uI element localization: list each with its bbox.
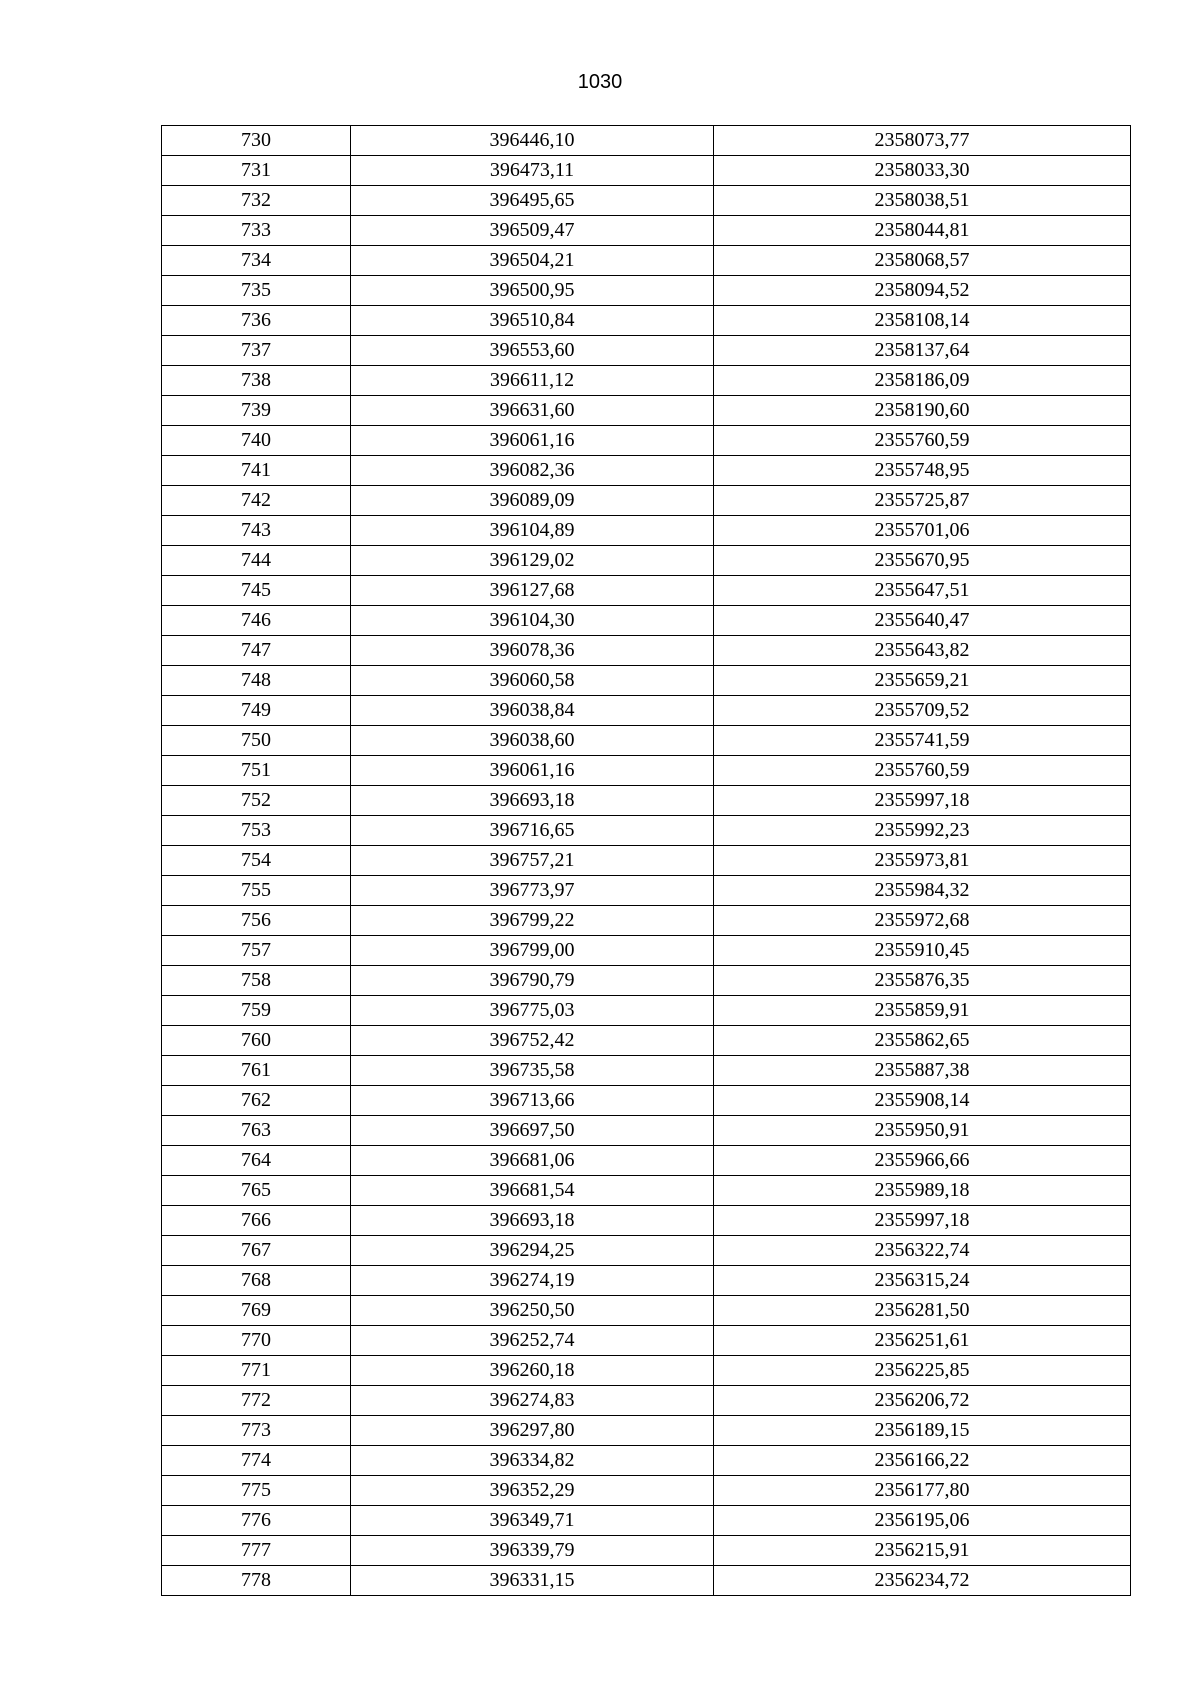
x-coordinate-cell: 396713,66	[351, 1086, 714, 1116]
table-row	[162, 546, 1131, 576]
y-coordinate-cell: 2355966,66	[714, 1146, 1131, 1176]
x-coordinate-cell: 396790,79	[351, 966, 714, 996]
table-row	[162, 1506, 1131, 1536]
point-number-cell: 768	[162, 1266, 351, 1296]
table-row	[162, 1236, 1131, 1266]
x-coordinate-cell: 396274,83	[351, 1386, 714, 1416]
table-row	[162, 1446, 1131, 1476]
table-row	[162, 306, 1131, 336]
y-coordinate-cell: 2356206,72	[714, 1386, 1131, 1416]
y-coordinate-cell: 2356166,22	[714, 1446, 1131, 1476]
table-row	[162, 1146, 1131, 1176]
x-coordinate-cell: 396495,65	[351, 186, 714, 216]
y-coordinate-cell: 2356234,72	[714, 1566, 1131, 1596]
table-row	[162, 1356, 1131, 1386]
table-row	[162, 696, 1131, 726]
x-coordinate-cell: 396693,18	[351, 786, 714, 816]
table-row	[162, 336, 1131, 366]
x-coordinate-cell: 396509,47	[351, 216, 714, 246]
table-row	[162, 816, 1131, 846]
x-coordinate-cell: 396773,97	[351, 876, 714, 906]
point-number-cell: 775	[162, 1476, 351, 1506]
table-row	[162, 846, 1131, 876]
y-coordinate-cell: 2355709,52	[714, 696, 1131, 726]
table-row	[162, 756, 1131, 786]
x-coordinate-cell: 396757,21	[351, 846, 714, 876]
point-number-cell: 753	[162, 816, 351, 846]
x-coordinate-cell: 396104,89	[351, 516, 714, 546]
y-coordinate-cell: 2356177,80	[714, 1476, 1131, 1506]
table-row	[162, 876, 1131, 906]
table-row	[162, 1116, 1131, 1146]
y-coordinate-cell: 2355643,82	[714, 636, 1131, 666]
table-row	[162, 666, 1131, 696]
point-number-cell: 766	[162, 1206, 351, 1236]
y-coordinate-cell: 2356281,50	[714, 1296, 1131, 1326]
x-coordinate-cell: 396274,19	[351, 1266, 714, 1296]
x-coordinate-cell: 396331,15	[351, 1566, 714, 1596]
point-number-cell: 741	[162, 456, 351, 486]
x-coordinate-cell: 396697,50	[351, 1116, 714, 1146]
y-coordinate-cell: 2355997,18	[714, 786, 1131, 816]
table-row	[162, 726, 1131, 756]
point-number-cell: 752	[162, 786, 351, 816]
y-coordinate-cell: 2356215,91	[714, 1536, 1131, 1566]
x-coordinate-cell: 396752,42	[351, 1026, 714, 1056]
table-row	[162, 1266, 1131, 1296]
y-coordinate-cell: 2355640,47	[714, 606, 1131, 636]
y-coordinate-cell: 2355760,59	[714, 756, 1131, 786]
y-coordinate-cell: 2358186,09	[714, 366, 1131, 396]
y-coordinate-cell: 2355748,95	[714, 456, 1131, 486]
point-number-cell: 764	[162, 1146, 351, 1176]
y-coordinate-cell: 2358137,64	[714, 336, 1131, 366]
y-coordinate-cell: 2358068,57	[714, 246, 1131, 276]
table-row	[162, 1026, 1131, 1056]
table-row	[162, 1416, 1131, 1446]
table-row	[162, 1476, 1131, 1506]
point-number-cell: 755	[162, 876, 351, 906]
table-row	[162, 1176, 1131, 1206]
point-number-cell: 776	[162, 1506, 351, 1536]
point-number-cell: 759	[162, 996, 351, 1026]
y-coordinate-cell: 2358190,60	[714, 396, 1131, 426]
point-number-cell: 747	[162, 636, 351, 666]
point-number-cell: 762	[162, 1086, 351, 1116]
y-coordinate-cell: 2356195,06	[714, 1506, 1131, 1536]
table-row	[162, 486, 1131, 516]
point-number-cell: 758	[162, 966, 351, 996]
y-coordinate-cell: 2356315,24	[714, 1266, 1131, 1296]
point-number-cell: 757	[162, 936, 351, 966]
coordinates-table	[161, 125, 1131, 1596]
point-number-cell: 731	[162, 156, 351, 186]
y-coordinate-cell: 2355910,45	[714, 936, 1131, 966]
table-row	[162, 636, 1131, 666]
table-row	[162, 1206, 1131, 1236]
x-coordinate-cell: 396681,06	[351, 1146, 714, 1176]
table-row	[162, 906, 1131, 936]
y-coordinate-cell: 2355950,91	[714, 1116, 1131, 1146]
point-number-cell: 756	[162, 906, 351, 936]
point-number-cell: 743	[162, 516, 351, 546]
x-coordinate-cell: 396250,50	[351, 1296, 714, 1326]
table-row	[162, 786, 1131, 816]
x-coordinate-cell: 396129,02	[351, 546, 714, 576]
table-row	[162, 456, 1131, 486]
x-coordinate-cell: 396252,74	[351, 1326, 714, 1356]
table-row	[162, 576, 1131, 606]
y-coordinate-cell: 2355862,65	[714, 1026, 1131, 1056]
table-row	[162, 1296, 1131, 1326]
table-row	[162, 126, 1131, 156]
x-coordinate-cell: 396693,18	[351, 1206, 714, 1236]
point-number-cell: 733	[162, 216, 351, 246]
y-coordinate-cell: 2355887,38	[714, 1056, 1131, 1086]
y-coordinate-cell: 2355908,14	[714, 1086, 1131, 1116]
table-row	[162, 1086, 1131, 1116]
point-number-cell: 761	[162, 1056, 351, 1086]
x-coordinate-cell: 396500,95	[351, 276, 714, 306]
y-coordinate-cell: 2355741,59	[714, 726, 1131, 756]
x-coordinate-cell: 396339,79	[351, 1536, 714, 1566]
page-number: 1030	[577, 71, 623, 93]
point-number-cell: 746	[162, 606, 351, 636]
table-row	[162, 1326, 1131, 1356]
x-coordinate-cell: 396038,84	[351, 696, 714, 726]
point-number-cell: 735	[162, 276, 351, 306]
y-coordinate-cell: 2358108,14	[714, 306, 1131, 336]
x-coordinate-cell: 396104,30	[351, 606, 714, 636]
y-coordinate-cell: 2358073,77	[714, 126, 1131, 156]
point-number-cell: 754	[162, 846, 351, 876]
y-coordinate-cell: 2355992,23	[714, 816, 1131, 846]
y-coordinate-cell: 2358038,51	[714, 186, 1131, 216]
y-coordinate-cell: 2355725,87	[714, 486, 1131, 516]
y-coordinate-cell: 2355760,59	[714, 426, 1131, 456]
point-number-cell: 751	[162, 756, 351, 786]
point-number-cell: 734	[162, 246, 351, 276]
x-coordinate-cell: 396127,68	[351, 576, 714, 606]
y-coordinate-cell: 2356189,15	[714, 1416, 1131, 1446]
x-coordinate-cell: 396553,60	[351, 336, 714, 366]
table-row	[162, 966, 1131, 996]
x-coordinate-cell: 396510,84	[351, 306, 714, 336]
x-coordinate-cell: 396446,10	[351, 126, 714, 156]
x-coordinate-cell: 396061,16	[351, 756, 714, 786]
x-coordinate-cell: 396352,29	[351, 1476, 714, 1506]
y-coordinate-cell: 2358033,30	[714, 156, 1131, 186]
x-coordinate-cell: 396799,22	[351, 906, 714, 936]
y-coordinate-cell: 2356322,74	[714, 1236, 1131, 1266]
point-number-cell: 760	[162, 1026, 351, 1056]
x-coordinate-cell: 396294,25	[351, 1236, 714, 1266]
point-number-cell: 745	[162, 576, 351, 606]
table-row	[162, 936, 1131, 966]
point-number-cell: 778	[162, 1566, 351, 1596]
y-coordinate-cell: 2355701,06	[714, 516, 1131, 546]
x-coordinate-cell: 396334,82	[351, 1446, 714, 1476]
y-coordinate-cell: 2356251,61	[714, 1326, 1131, 1356]
table-row	[162, 396, 1131, 426]
x-coordinate-cell: 396775,03	[351, 996, 714, 1026]
table-row	[162, 216, 1131, 246]
x-coordinate-cell: 396038,60	[351, 726, 714, 756]
y-coordinate-cell: 2355973,81	[714, 846, 1131, 876]
point-number-cell: 749	[162, 696, 351, 726]
point-number-cell: 732	[162, 186, 351, 216]
x-coordinate-cell: 396716,65	[351, 816, 714, 846]
point-number-cell: 770	[162, 1326, 351, 1356]
point-number-cell: 748	[162, 666, 351, 696]
point-number-cell: 738	[162, 366, 351, 396]
table-row	[162, 606, 1131, 636]
x-coordinate-cell: 396260,18	[351, 1356, 714, 1386]
point-number-cell: 777	[162, 1536, 351, 1566]
table-row	[162, 426, 1131, 456]
table-row	[162, 516, 1131, 546]
table-row	[162, 186, 1131, 216]
table-row	[162, 246, 1131, 276]
table-row	[162, 1566, 1131, 1596]
x-coordinate-cell: 396611,12	[351, 366, 714, 396]
x-coordinate-cell: 396504,21	[351, 246, 714, 276]
y-coordinate-cell: 2355647,51	[714, 576, 1131, 606]
table-row	[162, 156, 1131, 186]
y-coordinate-cell: 2358044,81	[714, 216, 1131, 246]
point-number-cell: 774	[162, 1446, 351, 1476]
x-coordinate-cell: 396799,00	[351, 936, 714, 966]
y-coordinate-cell: 2355989,18	[714, 1176, 1131, 1206]
table-row	[162, 366, 1131, 396]
point-number-cell: 771	[162, 1356, 351, 1386]
y-coordinate-cell: 2355659,21	[714, 666, 1131, 696]
y-coordinate-cell: 2355859,91	[714, 996, 1131, 1026]
y-coordinate-cell: 2355997,18	[714, 1206, 1131, 1236]
point-number-cell: 736	[162, 306, 351, 336]
point-number-cell: 773	[162, 1416, 351, 1446]
point-number-cell: 765	[162, 1176, 351, 1206]
x-coordinate-cell: 396473,11	[351, 156, 714, 186]
x-coordinate-cell: 396078,36	[351, 636, 714, 666]
table-row	[162, 996, 1131, 1026]
point-number-cell: 769	[162, 1296, 351, 1326]
table-row	[162, 276, 1131, 306]
x-coordinate-cell: 396082,36	[351, 456, 714, 486]
point-number-cell: 744	[162, 546, 351, 576]
y-coordinate-cell: 2355670,95	[714, 546, 1131, 576]
x-coordinate-cell: 396631,60	[351, 396, 714, 426]
point-number-cell: 772	[162, 1386, 351, 1416]
point-number-cell: 739	[162, 396, 351, 426]
x-coordinate-cell: 396349,71	[351, 1506, 714, 1536]
x-coordinate-cell: 396735,58	[351, 1056, 714, 1086]
point-number-cell: 750	[162, 726, 351, 756]
point-number-cell: 742	[162, 486, 351, 516]
point-number-cell: 737	[162, 336, 351, 366]
y-coordinate-cell: 2355876,35	[714, 966, 1131, 996]
x-coordinate-cell: 396681,54	[351, 1176, 714, 1206]
x-coordinate-cell: 396061,16	[351, 426, 714, 456]
point-number-cell: 763	[162, 1116, 351, 1146]
table-row	[162, 1536, 1131, 1566]
table-row	[162, 1386, 1131, 1416]
point-number-cell: 730	[162, 126, 351, 156]
point-number-cell: 767	[162, 1236, 351, 1266]
point-number-cell: 740	[162, 426, 351, 456]
table-row	[162, 1056, 1131, 1086]
y-coordinate-cell: 2355984,32	[714, 876, 1131, 906]
y-coordinate-cell: 2358094,52	[714, 276, 1131, 306]
x-coordinate-cell: 396089,09	[351, 486, 714, 516]
x-coordinate-cell: 396060,58	[351, 666, 714, 696]
coordinates-table-body	[162, 126, 1131, 1596]
x-coordinate-cell: 396297,80	[351, 1416, 714, 1446]
y-coordinate-cell: 2356225,85	[714, 1356, 1131, 1386]
y-coordinate-cell: 2355972,68	[714, 906, 1131, 936]
